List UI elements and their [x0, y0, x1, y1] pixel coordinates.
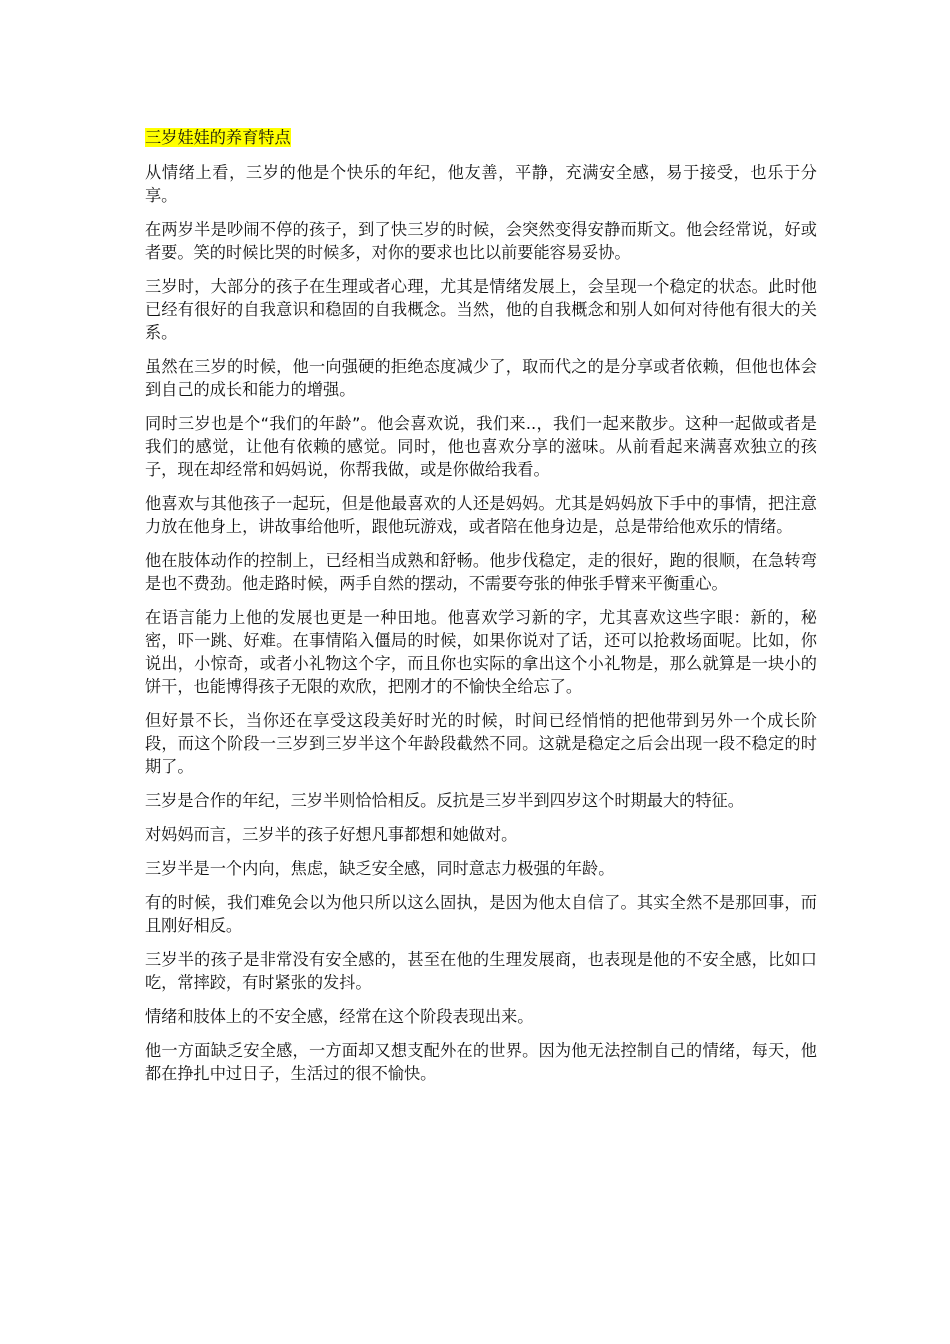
- paragraph-8: 在语言能力上他的发展也更是一种田地。他喜欢学习新的字，尤其喜欢这些字眼：新的，秘密，吓一跳、好难。在事情陷入僵局的时候，如果你说对了话，还可以抢救场面呢。比如，你说出，小惊奇，或者小礼物这个字，而且你也实际的拿出这个小礼物是，那么就算是一块小的饼干，也能博得孩子无限的欢欣，把刚才的不愉快全给忘了。: [145, 608, 817, 696]
- paragraph-7: 他在肢体动作的控制上，已经相当成熟和舒畅。他步伐稳定，走的很好，跑的很顺，在急转弯是也不费劲。他走路时候，两手自然的摆动，不需要夸张的伸张手臂来平衡重心。: [145, 551, 817, 593]
- paragraph-12: 三岁半是一个内向，焦虑，缺乏安全感，同时意志力极强的年龄。: [145, 859, 615, 878]
- document-page: [145, 126, 817, 1096]
- paragraph-10: 三岁是合作的年纪，三岁半则恰恰相反。反抗是三岁半到四岁这个时期最大的特征。: [145, 791, 744, 810]
- paragraph-1: 从情绪上看，三岁的他是个快乐的年纪，他友善，平静，充满安全感，易于接受，也乐于分享。: [145, 163, 817, 205]
- paragraph-5: 同时三岁也是个“我们的年龄”。他会喜欢说，我们来..，我们一起来散步。这种一起做或者是我们的感觉，让他有依赖的感觉。同时，他也喜欢分享的滋味。从前看起来满喜欢独立的孩子，现在却经常和妈妈说，你帮我做，或是你做给我看。: [145, 414, 817, 479]
- paragraph-14: 三岁半的孩子是非常没有安全感的，甚至在他的生理发展商，也表现是他的不安全感，比如口吃，常摔跤，有时紧张的发抖。: [145, 950, 817, 992]
- document-title: [145, 126, 817, 149]
- paragraph-13: 有的时候，我们难免会以为他只所以这么固执，是因为他太自信了。其实全然不是那回事，而且刚好相反。: [145, 893, 817, 935]
- paragraph-3: 三岁时，大部分的孩子在生理或者心理，尤其是情绪发展上，会呈现一个稳定的状态。此时他已经有很好的自我意识和稳固的自我概念。当然，他的自我概念和别人如何对待他有很大的关系。: [145, 277, 817, 342]
- document-title-text: 三岁娃娃的养育特点: [145, 128, 291, 147]
- paragraph-6: 他喜欢与其他孩子一起玩，但是他最喜欢的人还是妈妈。尤其是妈妈放下手中的事情，把注意力放在他身上，讲故事给他听，跟他玩游戏，或者陪在他身边是，总是带给他欢乐的情绪。: [145, 494, 817, 536]
- paragraph-2: 在两岁半是吵闹不停的孩子，到了快三岁的时候，会突然变得安静而斯文。他会经常说，好或者要。笑的时候比哭的时候多，对你的要求也比以前要能容易妥协。: [145, 220, 817, 262]
- paragraph-15: 情绪和肢体上的不安全感，经常在这个阶段表现出来。: [145, 1007, 534, 1026]
- paragraph-11: 对妈妈而言，三岁半的孩子好想凡事都想和她做对。: [145, 825, 518, 844]
- paragraph-9: 但好景不长，当你还在享受这段美好时光的时候，时间已经悄悄的把他带到另外一个成长阶段，而这个阶段一三岁到三岁半这个年龄段截然不同。这就是稳定之后会出现一段不稳定的时期了。: [145, 711, 817, 776]
- paragraph-4: 虽然在三岁的时候，他一向强硬的拒绝态度减少了，取而代之的是分享或者依赖，但他也体会到自己的成长和能力的增强。: [145, 357, 817, 399]
- paragraph-16: 他一方面缺乏安全感，一方面却又想支配外在的世界。因为他无法控制自己的情绪，每天，他都在挣扎中过日子，生活过的很不愉快。: [145, 1041, 817, 1083]
